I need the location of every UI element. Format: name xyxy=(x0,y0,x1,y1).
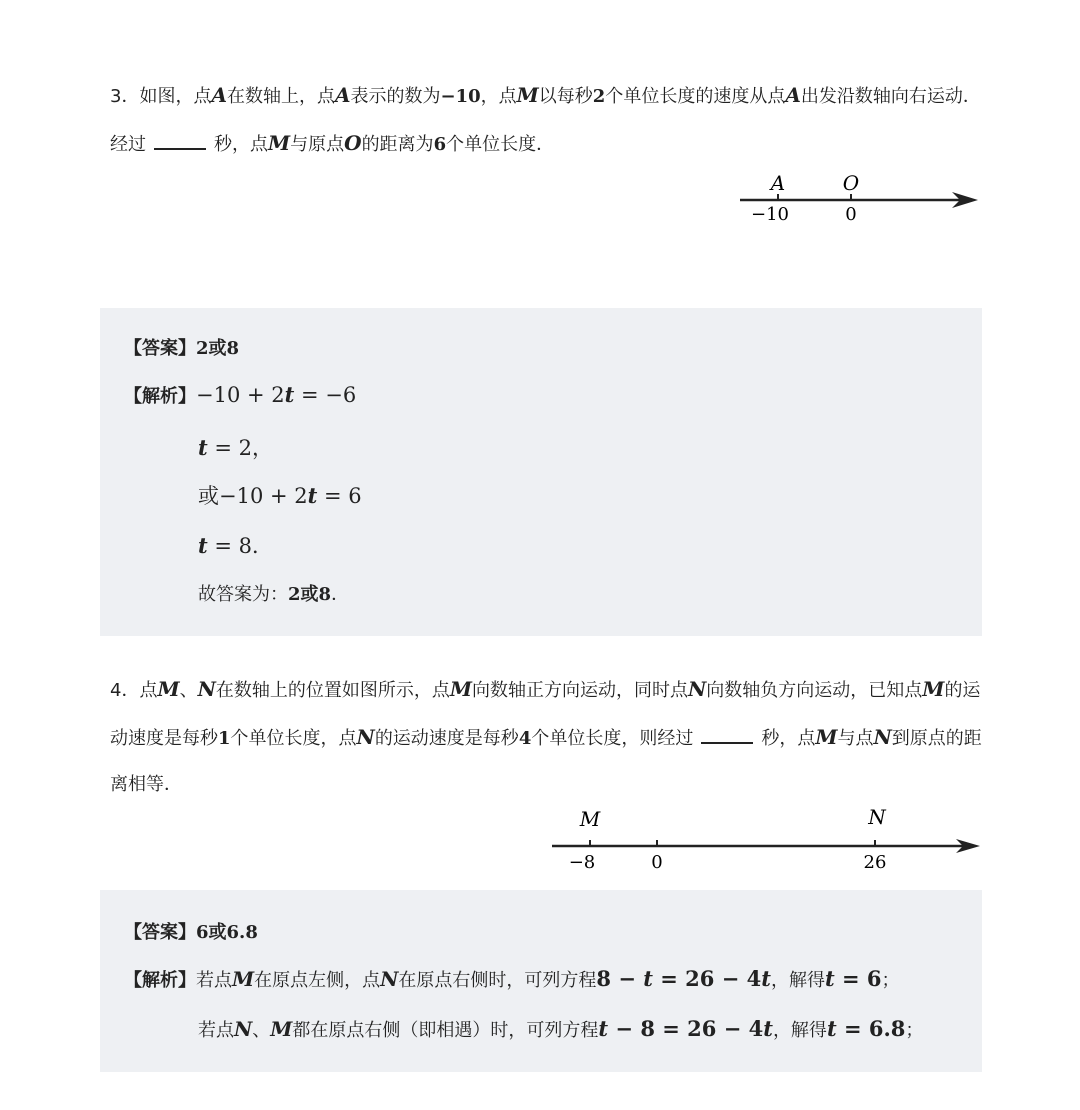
tick-label-a: −10 xyxy=(751,204,789,225)
answer-row: 【答案】2或8 xyxy=(124,338,240,359)
analysis-row-3: 或−10 + 2t = 6 xyxy=(198,483,362,508)
label-n: N xyxy=(868,805,886,829)
question-3-text: 3．如图，点A在数轴上，点A表示的数为−10，点M以每秒2个单位长度的速度从点A出发沿数轴向右运动．经过 秒，点M与原点O的距离为6个单位长度． xyxy=(110,83,981,155)
label-o: O xyxy=(842,171,860,195)
label-a: A xyxy=(770,171,786,195)
answer-blank[interactable] xyxy=(701,726,753,744)
analysis-row-2: t = 2， xyxy=(198,435,274,460)
analysis-row-2: 若点N、M都在原点右侧（即相遇）时，可列方程t − 8 = 26 − 4t，解得t = 6.8； xyxy=(198,1016,924,1041)
tick-label-0: 0 xyxy=(651,852,663,873)
tick-label-n: 26 xyxy=(863,852,887,873)
tick-label-o: 0 xyxy=(845,204,857,225)
analysis-row-1: 【解析】−10 + 2t = −6 xyxy=(124,382,357,407)
answer-box-3 xyxy=(100,308,982,636)
number-line-q3 xyxy=(730,168,990,232)
answer-row: 【答案】6或6.8 xyxy=(124,922,258,943)
analysis-row-5: 故答案为：2或8． xyxy=(198,584,350,605)
answer-blank[interactable] xyxy=(154,132,206,150)
analysis-row-1: 【解析】若点M在原点左侧，点N在原点右侧时，可列方程8 − t = 26 − 4t，解得t = 6； xyxy=(124,966,900,991)
question-4-text: 4．点M、N在数轴上的位置如图所示，点M向数轴正方向运动，同时点N向数轴负方向运动，已知点M的运动速度是每秒1个单位长度，点N的运动速度是每秒4个单位长度，则经过 秒，点M与点N到原点的距离相等． xyxy=(110,677,982,795)
tick-label-m: −8 xyxy=(568,852,596,873)
answer-box-4 xyxy=(100,890,982,1072)
analysis-row-4: t = 8． xyxy=(198,533,274,558)
number-line-q4 xyxy=(540,800,990,880)
label-m: M xyxy=(579,807,601,831)
